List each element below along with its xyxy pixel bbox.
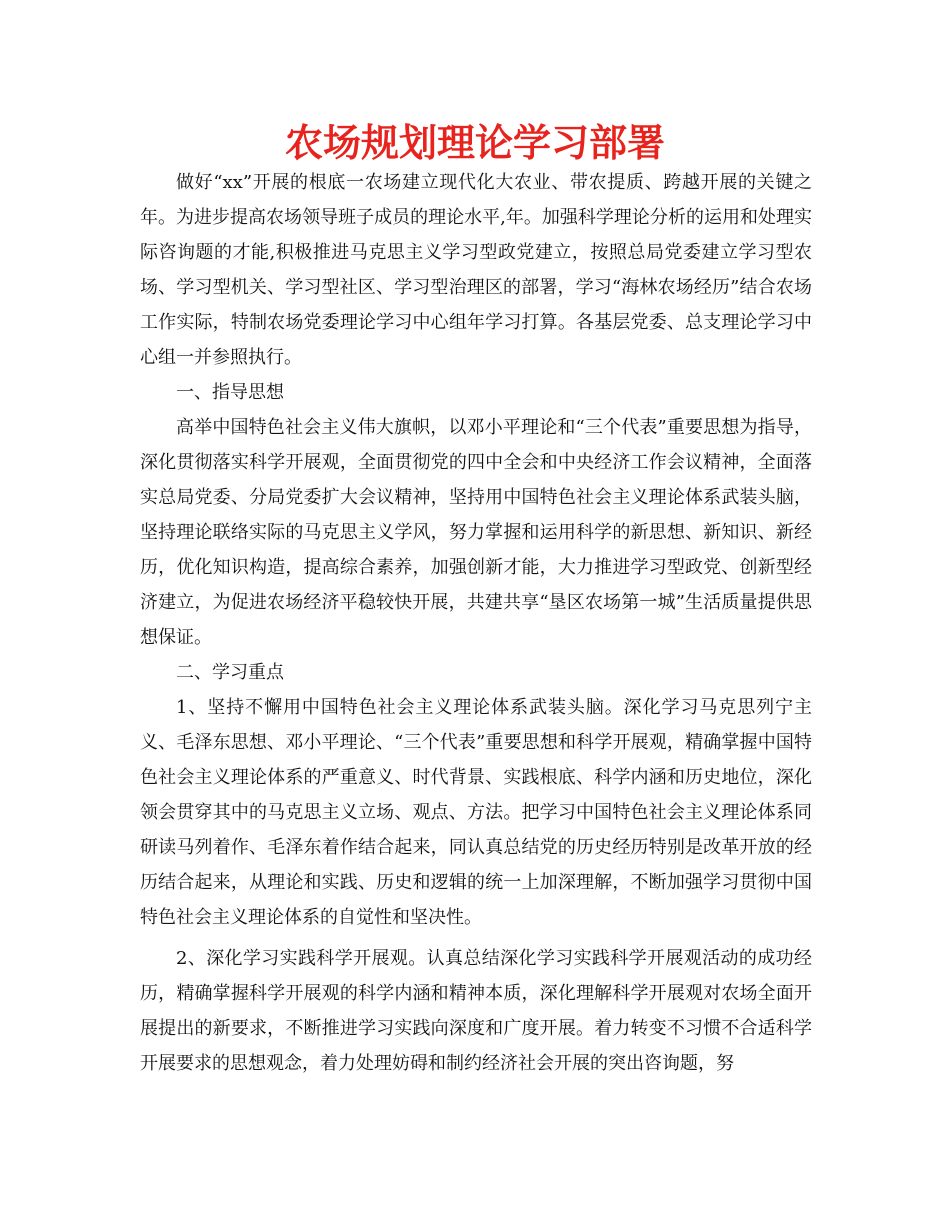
section-heading-study-focus: 二、学习重点	[176, 662, 284, 683]
paragraph-focus-2: 2、深化学习实践科学开展观。认真总结深化学习实践科学开展观活动的成功经历，精确掌握科学开展观的科学内涵和精神本质，深化理解科学开展观对农场全面开展提出的新要求，不断推进学习实践向深度和广度开展。着力转变不习惯不合适科学开展要求的思想观念，着力处理妨碍和制约经济社会开展的突出咨询题，努	[140, 948, 812, 1074]
section-heading-guiding-ideology: 一、指导思想	[176, 382, 284, 403]
paragraph-guiding-ideology: 高举中国特色社会主义伟大旗帜，以邓小平理论和“三个代表”重要思想为指导，深化贯彻落实科学开展观，全面贯彻党的四中全会和中央经济工作会议精神，全面落实总局党委、分局党委扩大会议精神，坚持用中国特色社会主义理论体系武装头脑，坚持理论联络实际的马克思主义学风，努力掌握和运用科学的新思想、新知识、新经历，优化知识构造，提高综合素养，加强创新才能，大力推进学习型政党、创新型经济建立，为促进农场经济平稳较快开展，共建共享“垦区农场第一城”生活质量提供思想保证。	[140, 417, 812, 648]
paragraph-focus-1: 1、坚持不懈用中国特色社会主义理论体系武装头脑。深化学习马克思列宁主义、毛泽东思想、邓小平理论、“三个代表”重要思想和科学开展观，精确掌握中国特色社会主义理论体系的严重意义、时代背景、实践根底、科学内涵和历史地位，深化领会贯穿其中的马克思主义立场、观点、方法。把学习中国特色社会主义理论体系同研读马列着作、毛泽东着作结合起来，同认真总结党的历史经历特别是改革开放的经历结合起来，从理论和实践、历史和逻辑的统一上加深理解，不断加强学习贯彻中国特色社会主义理论体系的自觉性和坚决性。	[140, 697, 812, 928]
document-body	[140, 165, 812, 1081]
paragraph-intro: 做好“xx”开展的根底一农场建立现代化大农业、带农提质、跨越开展的关键之年。为进步提高农场领导班子成员的理论水平,年。加强科学理论分析的运用和处理实际咨询题的才能,积极推进马克思主义学习型政党建立，按照总局党委建立学习型农场、学习型机关、学习型社区、学习型治理区的部署，学习“海林农场经历”结合农场工作实际，特制农场党委理论学习中心组年学习打算。各基层党委、总支理论学习中心组一并参照执行。	[140, 172, 812, 368]
document-title: 农场规划理论学习部署	[284, 121, 665, 165]
